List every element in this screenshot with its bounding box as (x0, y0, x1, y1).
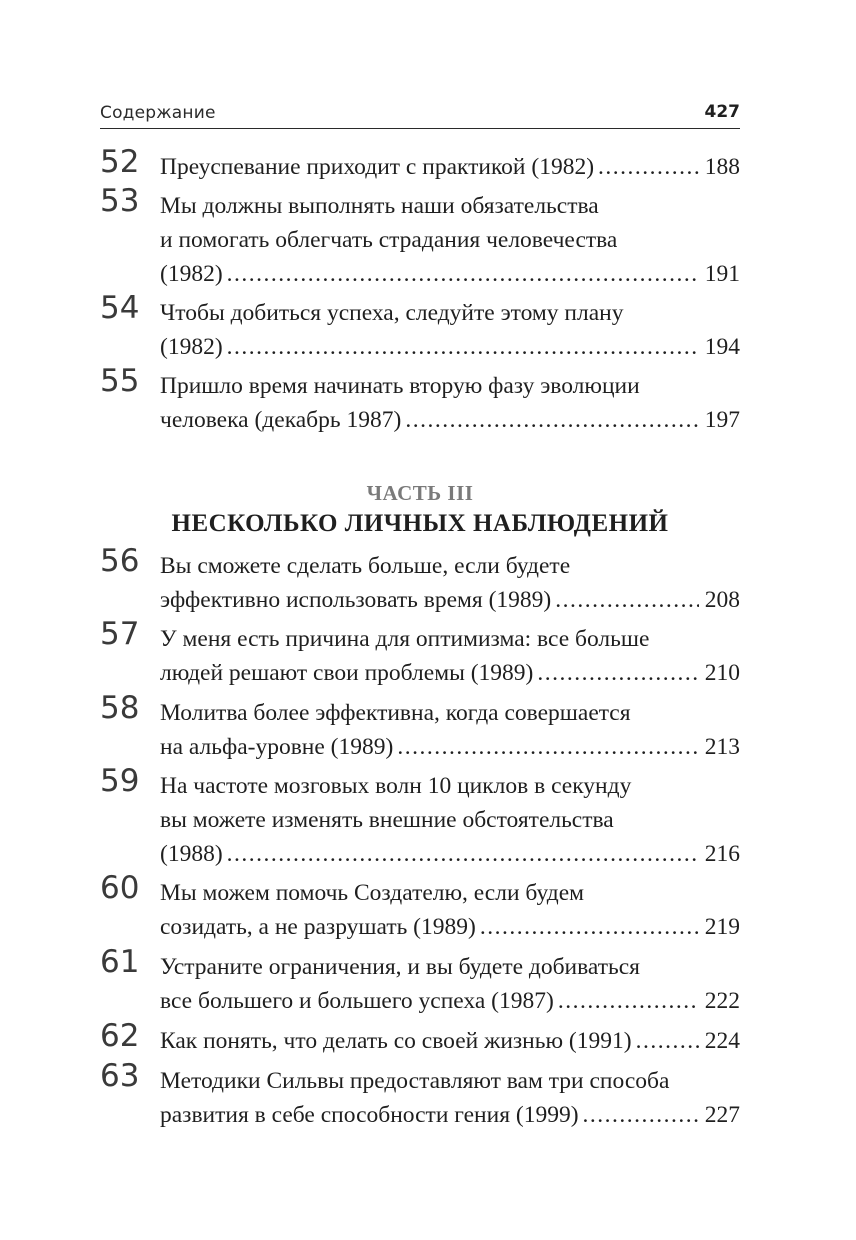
chapter-number: 57 (100, 616, 140, 652)
dot-leader (555, 583, 698, 617)
chapter-number: 56 (100, 543, 140, 579)
chapter-number: 53 (100, 183, 140, 219)
chapter-number: 55 (100, 363, 140, 399)
entry-title-line: Пришло время начинать вторую фазу эволюции (160, 373, 640, 399)
entry-title-line: Преуспевание приходит с практикой (1982) (160, 154, 595, 180)
chapter-number: 62 (100, 1018, 140, 1054)
dot-leader (405, 403, 698, 437)
chapter-number: 61 (100, 944, 140, 980)
chapter-number: 59 (100, 763, 140, 799)
entry-page: 224 (704, 1028, 740, 1054)
entry-page: 216 (704, 841, 740, 867)
entry-title-line: Методики Сильвы предоставляют вам три способа (160, 1068, 670, 1094)
dot-leader (480, 910, 699, 944)
entry-title-line: развития в себе способности гения (1999) (160, 1102, 579, 1128)
part-label: ЧАСТЬ III (366, 481, 474, 505)
chapter-number: 52 (100, 144, 140, 180)
entry-title-line: У меня есть причина для оптимизма: все больше (160, 626, 650, 652)
dot-leader (598, 150, 699, 184)
chapter-number: 60 (100, 870, 140, 906)
entry-title-line: эффективно использовать время (1989) (160, 587, 552, 613)
chapter-number: 63 (100, 1058, 140, 1094)
header-title: Содержание (100, 103, 216, 123)
entry-title-line: Вы сможете сделать больше, если будете (160, 553, 571, 579)
entry-title-line: Мы должны выполнять наши обязательства (160, 193, 599, 219)
chapter-number: 54 (100, 290, 140, 326)
entry-title-line: человека (декабрь 1987) (160, 407, 402, 433)
entry-title-line: людей решают свои проблемы (1989) (160, 660, 534, 686)
entry-title-line: Мы можем помочь Создателю, если будем (160, 880, 585, 906)
part-title: НЕСКОЛЬКО ЛИЧНЫХ НАБЛЮДЕНИЙ (171, 510, 669, 537)
dot-leader (636, 1024, 699, 1058)
entry-title-line: Молитва более эффективна, когда совершается (160, 700, 631, 726)
entry-title-line: все большего и большего успеха (1987) (160, 988, 554, 1014)
dot-leader (227, 330, 699, 364)
dot-leader (583, 1098, 699, 1132)
entry-title-line: (1982) (160, 334, 223, 360)
dot-leader (558, 984, 699, 1018)
entry-title-line: Чтобы добиться успеха, следуйте этому плану (160, 300, 624, 326)
entry-title-line: созидать, а не разрушать (1989) (160, 914, 476, 940)
entry-page: 213 (704, 734, 740, 760)
entry-title-line: На частоте мозговых волн 10 циклов в секунду (160, 773, 632, 799)
dot-leader (397, 730, 698, 764)
entry-title-line: вы можете изменять внешние обстоятельства (160, 807, 614, 833)
dot-leader (537, 656, 698, 690)
entry-title-line: (1988) (160, 841, 223, 867)
entry-title-line: (1982) (160, 261, 223, 287)
dot-leader (227, 837, 699, 871)
entry-page: 222 (704, 988, 740, 1014)
header-page-number: 427 (704, 102, 740, 122)
entry-page: 208 (704, 587, 740, 613)
entry-title-line: на альфа-уровне (1989) (160, 734, 394, 760)
entry-page: 219 (704, 914, 740, 940)
entry-title-line: Устраните ограничения, и вы будете добиваться (160, 954, 640, 980)
entry-title-line: и помогать облегчать страдания человечества (160, 227, 618, 253)
entry-page: 194 (704, 334, 740, 360)
entry-page: 188 (704, 154, 740, 180)
entry-page: 227 (704, 1102, 740, 1128)
dot-leader (227, 257, 699, 291)
entry-title-line: Как понять, что делать со своей жизнью (1991) (160, 1028, 632, 1054)
running-header (100, 100, 740, 129)
chapter-number: 58 (100, 690, 140, 726)
entry-page: 197 (704, 407, 740, 433)
entry-page: 191 (704, 261, 740, 287)
entry-page: 210 (704, 660, 740, 686)
